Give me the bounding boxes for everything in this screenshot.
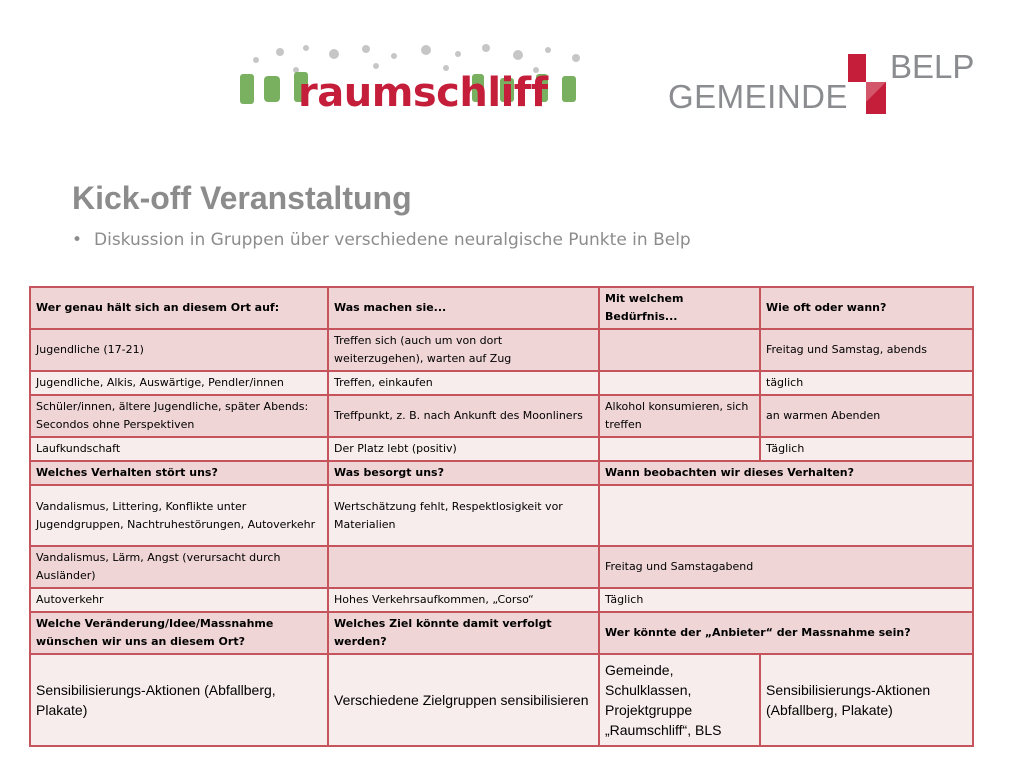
table-row	[30, 371, 973, 395]
table-header-row	[30, 287, 973, 329]
table-cell: Vandalismus, Lärm, Angst (verursacht durch Ausländer)	[30, 546, 328, 588]
raumschliff-logo	[236, 40, 598, 124]
table-cell	[599, 485, 973, 546]
table-cell: Gemeinde, Schulklassen, Projektgruppe „Raumschliff“, BLS	[599, 654, 760, 746]
table-cell: Wertschätzung fehlt, Respektlosigkeit vor Materialien	[328, 485, 599, 546]
table-cell: täglich	[760, 371, 973, 395]
table-cell: Freitag und Samstagabend	[599, 546, 973, 588]
table-cell: Wann beobachten wir dieses Verhalten?	[599, 461, 973, 485]
bullet-item	[72, 230, 691, 250]
table-cell: Hohes Verkehrsaufkommen, „Corso“	[328, 588, 599, 612]
table-cell: Verschiedene Zielgruppen sensibilisieren	[328, 654, 599, 746]
table-cell: Jugendliche (17-21)	[30, 329, 328, 371]
table-cell: Treffen, einkaufen	[328, 371, 599, 395]
table-cell: Schüler/innen, ältere Jugendliche, später Abends: Secondos ohne Perspektiven	[30, 395, 328, 437]
table-cell: Treffpunkt, z. B. nach Ankunft des Moonliners	[328, 395, 599, 437]
raumschliff-logo-text: raumschliff	[298, 70, 548, 116]
table-row	[30, 395, 973, 437]
table-cell: Wer genau hält sich an diesem Ort auf:	[30, 287, 328, 329]
table-row	[30, 588, 973, 612]
table-row	[30, 437, 973, 461]
discussion-table	[29, 286, 974, 747]
table-cell: Freitag und Samstag, abends	[760, 329, 973, 371]
table-cell: Wie oft oder wann?	[760, 287, 973, 329]
table-cell	[328, 546, 599, 588]
table-cell: Jugendliche, Alkis, Auswärtige, Pendler/innen	[30, 371, 328, 395]
table-cell: Welches Verhalten stört uns?	[30, 461, 328, 485]
table-row	[30, 546, 973, 588]
bullet-text: Diskussion in Gruppen über verschiedene neuralgische Punkte in Belp	[94, 230, 691, 250]
table-row	[30, 654, 973, 746]
table-cell: Treffen sich (auch um von dort weiterzugehen), warten auf Zug	[328, 329, 599, 371]
table-cell: Was besorgt uns?	[328, 461, 599, 485]
table-cell	[599, 437, 760, 461]
table-cell: an warmen Abenden	[760, 395, 973, 437]
table-cell: Alkohol konsumieren, sich treffen	[599, 395, 760, 437]
gemeinde-belp-logo	[668, 48, 975, 116]
table-cell: Sensibilisierungs-Aktionen (Abfallberg, Plakate)	[30, 654, 328, 746]
table-cell: Täglich	[599, 588, 973, 612]
table-cell: Vandalismus, Littering, Konflikte unter Jugendgruppen, Nachtruhestörungen, Autoverkehr	[30, 485, 328, 546]
table-cell: Laufkundschaft	[30, 437, 328, 461]
table-cell: Was machen sie...	[328, 287, 599, 329]
table-cell: Sensibilisierungs-Aktionen (Abfallberg, Plakate)	[760, 654, 973, 746]
logo-gemeinde-text: GEMEINDE	[668, 78, 849, 115]
table-header-row	[30, 612, 973, 654]
table-cell: Der Platz lebt (positiv)	[328, 437, 599, 461]
table-row	[30, 329, 973, 371]
slide-title: Kick-off Veranstaltung	[72, 180, 412, 216]
table-cell	[599, 371, 760, 395]
table-cell: Welches Ziel könnte damit verfolgt werden?	[328, 612, 599, 654]
table-cell: Autoverkehr	[30, 588, 328, 612]
table-cell: Täglich	[760, 437, 973, 461]
table-cell	[599, 329, 760, 371]
bullet-dot: •	[72, 230, 83, 250]
logo-belp-text: BELP	[890, 48, 975, 85]
table-header-row	[30, 461, 973, 485]
table-cell: Welche Veränderung/Idee/Massnahme wünschen wir uns an diesem Ort?	[30, 612, 328, 654]
belp-cross-mark	[846, 54, 890, 114]
table-cell: Wer könnte der „Anbieter“ der Massnahme sein?	[599, 612, 973, 654]
table-row	[30, 485, 973, 546]
table-cell: Mit welchem Bedürfnis...	[599, 287, 760, 329]
